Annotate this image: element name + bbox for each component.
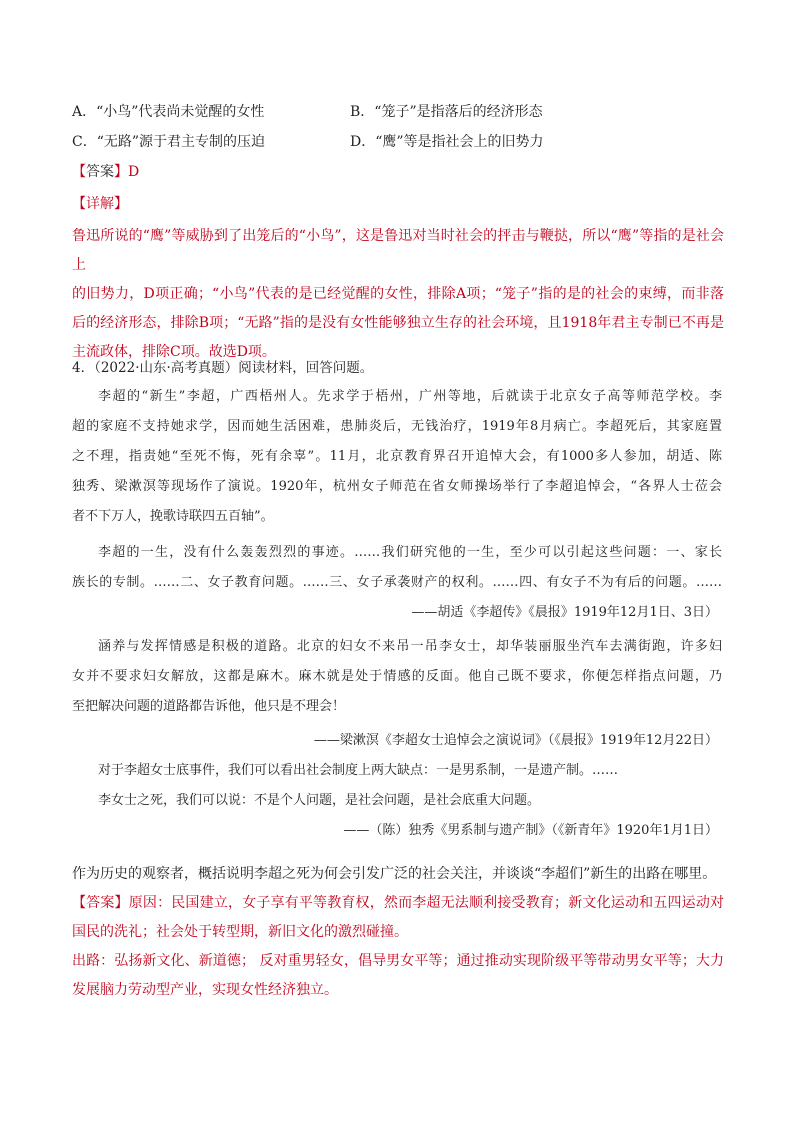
material-line: 涵养与发挥情感是积极的道路。北京的妇女不来吊一吊李女士，却华装丽服坐汽车去满街跑，许多妇 (98, 639, 722, 654)
material-source: ——梁漱溟《李超女士追悼会之演说词》（《晨报》1919年12月22日） (313, 733, 718, 748)
detail-tag: 【详解】 (72, 196, 128, 212)
material-line: 超的家庭不支持她求学，因而她生活困难，患肺炎后，无钱治疗，1919年8月病亡。李超死后，其家庭置 (72, 419, 722, 434)
options-row-2 (72, 131, 732, 153)
options-row-1 (72, 101, 732, 123)
answer-line (72, 161, 139, 183)
question-4-prompt: 作为历史的观察者，概括说明李超之死为何会引发广泛的社会关注，并谈谈“李超们”新生的出路在哪里。 (72, 866, 717, 882)
answer-text: 原因：民国建立，女子享有平等教育权，然而李超无法顺利接受教育；新文化运动和五四运动对 (128, 895, 725, 911)
material-line: 独秀、梁漱溟等现场作了演说。1920年，杭州女子师范在省女师操场举行了李超追悼会，“各界人士莅会 (72, 479, 722, 494)
material-line: 李超的“新生”李超，广西梧州人。先求学于梧州，广州等地，后就读于北京女子高等师范学校。李 (98, 389, 722, 404)
answer-tag-open: 【 (72, 164, 86, 180)
question-4-material (72, 382, 722, 846)
material-line: 李女士之死，我们可以说：不是个人问题，是社会问题，是社会底重大问题。 (98, 793, 541, 808)
material-line: 女并不要求妇女解放，这都是麻木。麻木就是处于情感的反面。他自己既不要求，你便怎样指点问题，乃 (72, 669, 722, 684)
material-source: ——（陈）独秀《男系制与遗产制》（《新青年》1920年1月1日） (343, 823, 718, 838)
material-line: 者不下万人，挽歌诗联四五百轴”。 (72, 509, 274, 524)
detail-paragraph (72, 222, 724, 367)
detail-line: 后的经济形态，排除B项；“无路”指的是没有女性能够独立生存的社会环境，且1918年君主专制已不再是 (72, 315, 724, 331)
detail-line: 的旧势力，D项正确；“小鸟”代表的是已经觉醒的女性，排除A项；“笼子”指的是的社会的束缚，而非落 (72, 286, 724, 302)
material-line: 之不理，指责她“至死不悔，死有余辜”。11月，北京教育界召开追悼大会，有1000多人参加，胡适、陈 (72, 449, 722, 464)
answer-tag-close: 】 (114, 164, 128, 180)
detail-line: 主流政体，排除C项。故选D项。 (72, 344, 276, 360)
answer-tag: 【答案】 (72, 895, 129, 911)
material-line: 对于李超女士底事件，我们可以看出社会制度上两大缺点：一是男系制，一是遗产制。…… (98, 763, 619, 778)
question-4-header: 4．（2022·山东·高考真题）阅读材料，回答问题。 (72, 360, 374, 376)
option-d: D．“鹰”等是指社会上的旧势力 (350, 134, 544, 150)
option-a: A．“小鸟”代表尚未觉醒的女性 (72, 104, 265, 120)
material-line: 族长的专制。……二、女子教育问题。……三、女子承袭财产的权利。……四、有女子不为有后的问题。…… (72, 575, 722, 590)
option-b: B．“笼子”是指落后的经济形态 (350, 104, 543, 120)
answer-line: 国民的洗礼；社会处于转型期，新旧文化的激烈碰撞。 (72, 924, 408, 940)
answer-tag-label: 答案 (86, 164, 114, 180)
option-c: C．“无路”源于君主专制的压迫 (72, 134, 266, 150)
answer-line: 发展脑力劳动型产业，实现女性经济独立。 (72, 982, 338, 998)
answer-value: D (128, 164, 140, 180)
answer-line (72, 889, 724, 918)
question-4-answer (72, 889, 724, 1005)
material-line: 李超的一生，没有什么轰轰烈烈的事迹。……我们研究他的一生，至少可以引起这些问题：一、家长 (98, 545, 722, 560)
answer-line: 出路：弘扬新文化、新道德； 反对重男轻女，倡导男女平等；通过推动实现阶级平等带动男女平等；大力 (72, 953, 724, 969)
material-source: ——胡适《李超传》《晨报》1919年12月1日、3日） (411, 605, 718, 620)
material-line: 至把解决问题的道路都告诉他，他只是不理会！ (72, 699, 346, 714)
detail-line: 鲁迅所说的“鹰”等威胁到了出笼后的“小鸟”，这是鲁迅对当时社会的抨击与鞭挞，所以“鹰”等指的是社会上 (72, 228, 724, 273)
